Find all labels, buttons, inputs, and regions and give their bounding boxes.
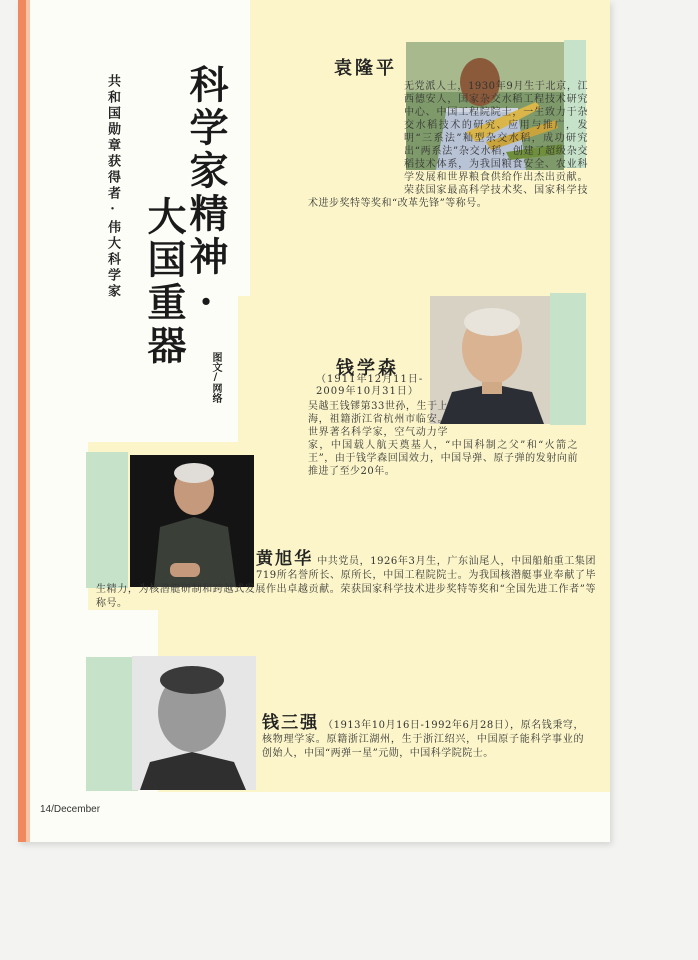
qian-sanqiang-bio-text: （1913年10月16日-1992年6月28日），原名钱秉穹，核物理学家。原籍浙江湖州，生于浙江绍兴，中国原子能科学事业的创始人，中国“两弹一星”元勋，中国科学院院士。 xyxy=(262,720,584,759)
qian-xuesen-bio xyxy=(308,400,578,490)
yuan-longping-name: 袁隆平 xyxy=(334,58,397,79)
article-title-line2: 大国重器 xyxy=(141,196,187,368)
huang-xuhua-name: 黄旭华 xyxy=(256,549,314,569)
huang-xuhua-bio-text: 中共党员，1926年3月生，广东汕尾人，中国船舶重工集团719所名誉所长、原所长，中国工程院院士。为我国核潜艇事业奉献了毕生精力，为核潜艇研制和跨越式发展作出卓越贡献。荣获国家科学技术进步奖特等奖和“全国先进工作者”等称号。 xyxy=(96,556,596,609)
qian-xuesen-dates-line2: 2009年10月31日） xyxy=(316,386,419,397)
qian-sanqiang-photo xyxy=(132,656,256,790)
qian-sanqiang-bio xyxy=(262,713,584,786)
article-credit: 图文/网络 xyxy=(210,352,221,403)
yuan-longping-bio-text: 无党派人士，1930年9月生于北京，江西德安人，国家杂交水稻工程技术研究中心、中国工程院院士，一生致力于杂交水稻技术的研究、应用与推广，发明“三系法”籼型杂交水稻，成功研究出“两系法”杂交水稻，创建了超级杂交稻技术体系，为我国粮食安全、农业科学发展和世界粮食供给作出杰出贡献。荣获国家最高科学技术奖、国家科学技术进步奖特等奖和“改革先锋”等称号。 xyxy=(308,81,588,209)
magazine-page xyxy=(18,0,610,842)
qian-xuesen-name: 钱学森 xyxy=(336,358,399,379)
qian-sanqiang-name: 钱三强 xyxy=(262,713,320,733)
page-number: 14/December xyxy=(40,804,101,815)
yuan-longping-bio xyxy=(308,80,588,260)
page-spine xyxy=(18,0,26,842)
qian-xuesen-dates-line1: （1911年12月11日- xyxy=(316,374,424,385)
huang-xuhua-bio xyxy=(96,549,596,612)
page-spine-light xyxy=(26,0,30,842)
qian-xuesen-bio-text: 吴越王钱镠第33世孙，生于上海，祖籍浙江省杭州市临安。世界著名科学家，空气动力学家，中国载人航天奠基人，“中国科制之父”和“火箭之王”，由于钱学森回国效力，中国导弹、原子弹的发射向前推进了至少20年。 xyxy=(308,401,578,477)
article-title-line1: 科学家精神· xyxy=(183,64,229,329)
green-accent-bottom xyxy=(86,657,138,791)
article-subtitle: 共和国勋章获得者·伟大科学家 xyxy=(105,74,120,300)
